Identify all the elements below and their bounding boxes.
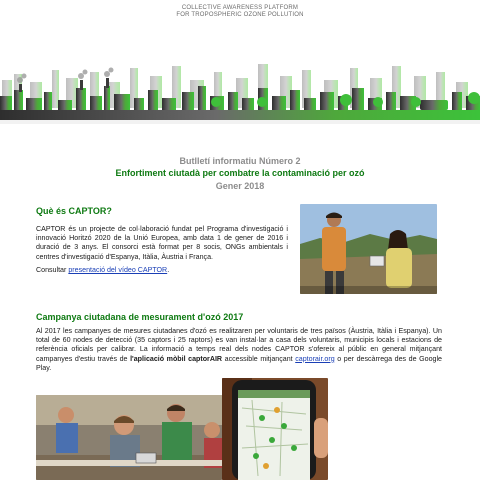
section-title-campaign-2017: Campanya ciutadana de mesurament d'ozó 2017 bbox=[36, 312, 244, 322]
bulletin-date: Gener 2018 bbox=[215, 181, 265, 191]
interview-photo bbox=[300, 204, 437, 294]
section2-text-2: accessible mitjançant bbox=[222, 354, 296, 363]
section2-body bbox=[36, 327, 442, 373]
city-skyline-banner bbox=[0, 62, 480, 134]
consult-prefix: Consultar bbox=[36, 266, 69, 274]
section-title-what-is-captor: Què és CAPTOR? bbox=[36, 206, 112, 216]
header-line-1: COLLECTIVE AWARENESS PLATFORM bbox=[181, 5, 299, 11]
captorair-app-name: l'aplicació mòbil captorAIR bbox=[130, 354, 223, 363]
video-presentation-link[interactable]: presentació del vídeo CAPTOR bbox=[68, 266, 168, 274]
bulletin-number: Butlletí informatiu Número 2 bbox=[179, 156, 301, 166]
bulletin-headline: Enfortiment ciutadà per combatre la contaminació per ozó bbox=[115, 168, 365, 178]
video-consult-line bbox=[36, 266, 288, 275]
captorair-link[interactable]: captorair.org bbox=[295, 354, 335, 363]
classroom-photo bbox=[36, 395, 222, 480]
header-line-2: FOR TROPOSPHERIC OZONE POLLUTION bbox=[176, 12, 304, 18]
consult-suffix: . bbox=[167, 266, 170, 274]
app-phone-photo bbox=[222, 378, 328, 480]
section2-text-1: Al 2017 les campanyes de mesures ciutadanes d'ozó es realitzaren per voluntaris de tres països (Àustria, Itàlia i Espanya). Un total de 60 nodes de detecció (35 captors i 25 raptors) es van instal·lar a casa dels voluntaris, municipis locals i estacions de referència oficials per calibrar. La informació a temps real dels nodes CAPTOR s'ofereix al públic en general mitjançant campanyes d'estiu través de bbox=[36, 327, 442, 363]
section1-body: CAPTOR és un projecte de col·laboració fundat pel Programa d'investigació i innovació Horitzó 2020 de la Unió Europea, amb data 1 de gener de 2016 i duració de 3 anys. El consorci està format per 8 socis, ONGs ambientals i centres d'investigació d'Espanya, Itàlia, Àustria i França. bbox=[36, 225, 288, 261]
section2-text-3: o per descàrrega des de Google Play. bbox=[36, 354, 442, 372]
